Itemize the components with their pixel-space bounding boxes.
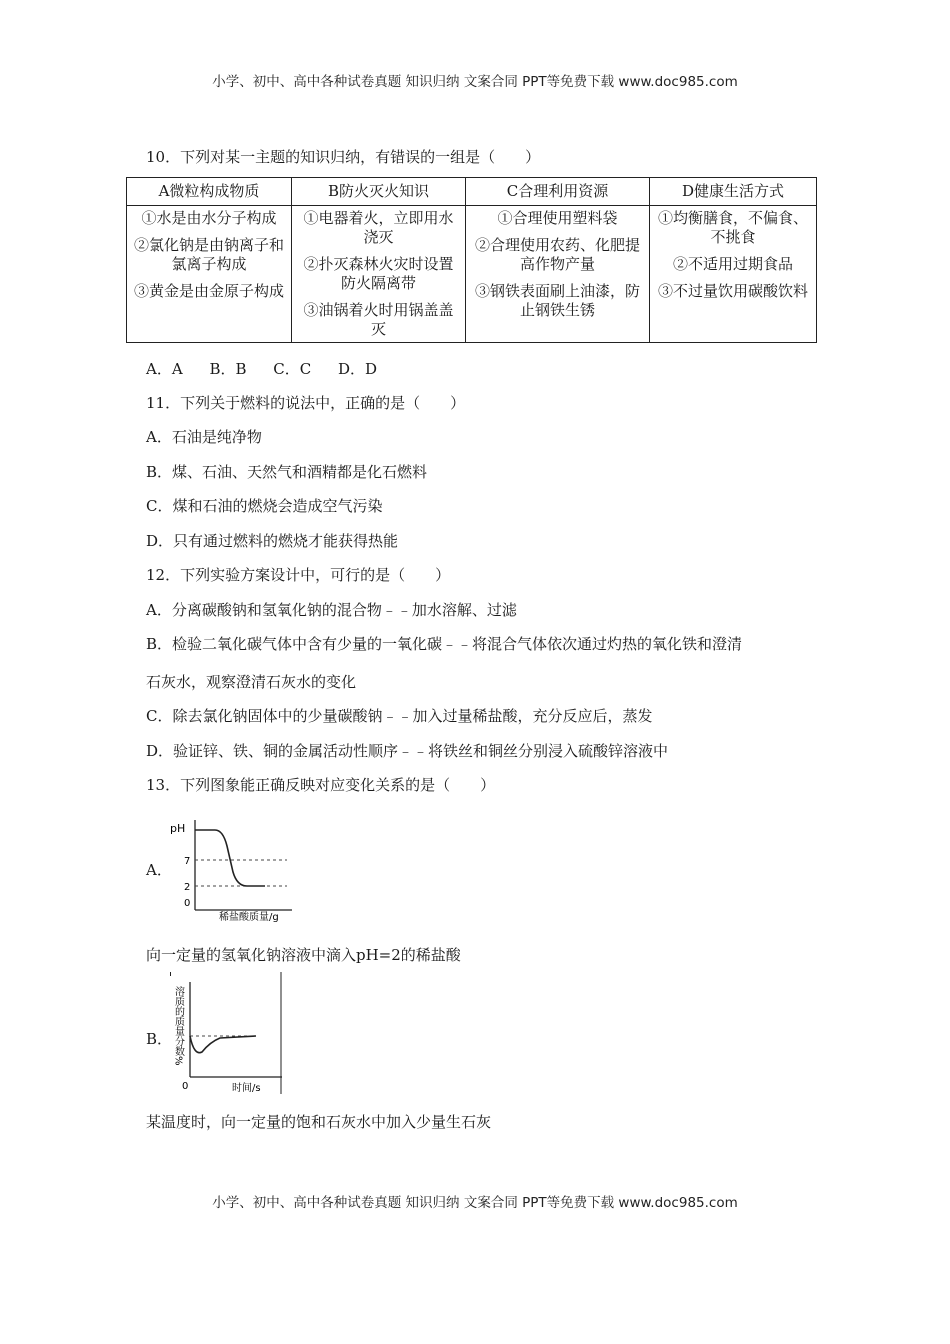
ph-chart	[167, 812, 297, 922]
column-b-cell	[292, 206, 466, 343]
column-c-item-3: ③钢铁表面刷上油漆，防止钢铁生锈	[474, 282, 640, 319]
q13-option-a-caption: 向一定量的氢氧化钠溶液中滴入pH=2的稀盐酸	[146, 946, 461, 964]
column-a-item-2: ②氯化钠是由钠离子和氯离子构成	[133, 236, 284, 273]
q10-option-d[interactable]: D．D	[338, 360, 378, 378]
ph-chart-ytick-7: 7	[184, 856, 191, 867]
column-d-item-1: ①均衡膳食，不偏食、不挑食	[657, 209, 808, 246]
q10-option-c[interactable]: C．C	[273, 360, 312, 378]
q12-option-b[interactable]: B．检验二氧化碳气体中含有少量的一氧化碳﹣﹣将混合气体依次通过灼热的氧化铁和澄清	[146, 635, 743, 653]
table-body-row	[127, 206, 817, 343]
ph-chart-curve	[195, 830, 265, 886]
column-b-item-1: ①电器着火，立即用水浇灭	[303, 209, 454, 246]
ph-chart-ylabel: pH	[170, 822, 186, 835]
solute-chart-xlabel: 时间/s	[232, 1083, 261, 1094]
column-d-cell	[650, 206, 817, 343]
q11-option-b[interactable]: B．煤、石油、天然气和酒精都是化石燃料	[146, 463, 428, 481]
q10-option-a[interactable]: A．A	[146, 360, 183, 378]
column-b-title: B防火灭火知识	[292, 178, 466, 206]
q10-table	[126, 177, 817, 343]
ph-chart-origin: 0	[184, 898, 191, 909]
solute-fraction-chart	[170, 972, 290, 1094]
column-a-item-1: ①水是由水分子构成	[141, 209, 277, 227]
page-footer: 小学、初中、高中各种试卷真题 知识归纳 文案合同 PPT等免费下载 www.doc985.com	[212, 1195, 738, 1211]
column-c-item-2: ②合理使用农药、化肥提高作物产量	[474, 236, 640, 273]
q10-stem: 10．下列对某一主题的知识归纳，有错误的一组是（ ）	[146, 148, 541, 166]
q11-option-a[interactable]: A．石油是纯净物	[146, 428, 262, 446]
column-c-item-1: ①合理使用塑料袋	[497, 209, 618, 227]
ph-chart-xlabel: 稀盐酸质量/g	[219, 912, 279, 922]
q10-options	[146, 358, 399, 379]
column-d-title: D健康生活方式	[650, 178, 817, 206]
q13-option-b-label[interactable]: B．	[146, 1030, 173, 1048]
q12-option-c[interactable]: C．除去氯化钠固体中的少量碳酸钠﹣﹣加入过量稀盐酸，充分反应后，蒸发	[146, 707, 653, 725]
column-b-item-3: ③油锅着火时用锅盖盖灭	[303, 301, 454, 338]
solute-chart-ylabel: 溶质的质量分数%	[172, 986, 184, 1066]
ph-chart-ytick-2: 2	[184, 882, 191, 893]
q12-option-a[interactable]: A．分离碳酸钠和氢氧化钠的混合物﹣﹣加水溶解、过滤	[146, 601, 517, 619]
column-b-item-2: ②扑灭森林火灾时设置防火隔离带	[303, 255, 454, 292]
column-a-item-3: ③黄金是由金原子构成	[133, 282, 284, 300]
q13-stem: 13．下列图象能正确反映对应变化关系的是（ ）	[146, 776, 496, 794]
q13-option-a-label[interactable]: A．	[146, 861, 172, 879]
page-header: 小学、初中、高中各种试卷真题 知识归纳 文案合同 PPT等免费下载 www.doc985.com	[212, 74, 738, 90]
q11-option-c[interactable]: C．煤和石油的燃烧会造成空气污染	[146, 497, 383, 515]
solute-chart-curve	[190, 1036, 256, 1053]
q12-option-b-continued: 石灰水，观察澄清石灰水的变化	[146, 673, 357, 691]
column-c-title: C合理利用资源	[466, 178, 650, 206]
column-d-item-2: ②不适用过期食品	[672, 255, 793, 273]
column-a-title: A微粒构成物质	[127, 178, 292, 206]
q11-stem: 11．下列关于燃料的说法中，正确的是（ ）	[146, 394, 466, 412]
column-c-cell	[466, 206, 650, 343]
column-d-item-3: ③不过量饮用碳酸饮料	[657, 282, 808, 300]
q13-option-b-caption: 某温度时，向一定量的饱和石灰水中加入少量生石灰	[146, 1113, 492, 1131]
q10-option-b[interactable]: B．B	[209, 360, 247, 378]
table-header-row	[127, 178, 817, 206]
q12-stem: 12．下列实验方案设计中，可行的是（ ）	[146, 566, 451, 584]
column-a-cell	[127, 206, 292, 343]
q11-option-d[interactable]: D．只有通过燃料的燃烧才能获得热能	[146, 532, 399, 550]
q12-option-d[interactable]: D．验证锌、铁、铜的金属活动性顺序﹣﹣将铁丝和铜丝分别浸入硫酸锌溶液中	[146, 742, 669, 760]
solute-chart-origin: 0	[182, 1081, 189, 1092]
